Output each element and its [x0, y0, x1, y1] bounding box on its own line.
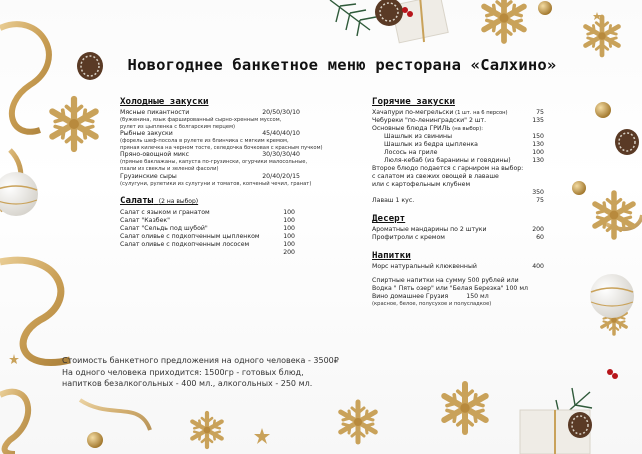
alcohol-line: Спиртные напитки на сумму 500 рублей или — [372, 277, 519, 284]
garnish-line: или с картофельным клубнем — [372, 181, 471, 188]
dessert-section-heading: Десерт — [372, 213, 406, 224]
menu-item: Лаваш 1 кус. 75 — [372, 197, 544, 204]
cold-section-heading: Холодные закуски — [120, 96, 209, 107]
right-column — [372, 98, 544, 308]
menu-item: Рыбные закуски 45/40/40/10 — [120, 130, 300, 138]
price-footer — [62, 355, 339, 390]
menu-item: Ароматные мандарины по 2 штуки 200 — [372, 226, 544, 233]
menu-item: Мясные пикантности 20/50/30/10 — [120, 109, 300, 116]
menu-item: Лосось на гриле 100 — [384, 149, 544, 156]
menu-item-desc: (пряные баклажаны, капуста по-грузински, огурчики малосольные, — [120, 159, 308, 166]
ribbon-top-left — [0, 24, 49, 132]
menu-item: Вино домашнее Грузия 150 мл — [372, 293, 489, 300]
menu-item: Пряно-овощной микс 30/30/30/40 — [120, 151, 300, 159]
menu-item-desc: (форель шеф-посола в рулете из блинчика с мягким кремом, — [120, 138, 289, 145]
menu-item: Шашлык из свинины 150 — [384, 133, 544, 140]
menu-item-desc: рулет из цыпленка с болгарским перцем) — [120, 123, 236, 130]
page-title: Новогоднее банкетное меню ресторана «Салхино» — [127, 56, 557, 74]
menu-item: Морс натуральный клюквенный 400 — [372, 263, 544, 270]
footer-line: напитков безалкогольных - 400 мл., алкогольных - 250 мл. — [62, 379, 313, 388]
garnish-price: 350 — [532, 189, 544, 196]
drinks-section-heading: Напитки — [372, 250, 411, 261]
menu-item: 200 — [283, 249, 295, 257]
grill-list — [372, 133, 544, 165]
ribbon-bottom-left — [0, 260, 70, 362]
alcohol-line: Водка " Пять озер" или "Белая Березка" 100 мл — [372, 285, 528, 292]
menu-item: Салат оливье с подкопченным лососем 100 — [120, 241, 295, 249]
menu-item: Хачапури по-мегрельски (1 шт. на 6 персон) 75 — [372, 109, 544, 116]
wine-note: (красное, белое, полусухое и полусладкое) — [372, 301, 492, 307]
garnish-line: Второе блюдо подается с гарниром на выбор: — [372, 165, 524, 172]
menu-item: Люля-кебаб (из баранины и говядины) 130 — [384, 157, 544, 164]
grill-title: Основные блюда ГРИЛЬ (на выбор): — [372, 125, 483, 132]
menu-item-desc: (сулугуни, рулетики из сулугуни и томатов, копченый чечил, гранат) — [120, 180, 312, 187]
footer-line: Стоимость банкетного предложения на одного человека - 3500₽ — [62, 356, 339, 365]
salads-section-heading: Салаты (2 на выбор) — [120, 195, 199, 207]
menu-item-desc: пхали из свеклы и зеленой фасоли) — [120, 165, 219, 172]
menu-item-desc: (буженина, язык фаршированный сырно-хренным муссом, — [120, 117, 282, 123]
hot-section-heading: Горячие закуски — [372, 96, 455, 107]
menu-item: Грузинские сыры 20/40/20/15 — [120, 172, 300, 180]
menu-item-desc: пряная килечка на черном тосте, селедочка бочковая с красным пучком) — [120, 144, 323, 151]
ornament-ball-icon — [0, 172, 38, 216]
menu-item: Шашлык из бедра цыпленка 130 — [384, 141, 544, 148]
salads-list — [120, 209, 295, 257]
menu-item: Салат "Сельдь под шубой" 100 — [120, 225, 295, 233]
menu-item: Профитроли с кремом 60 — [372, 234, 544, 241]
menu-item: Салат с языком и гранатом 100 — [120, 209, 295, 217]
pinecone-icon — [77, 52, 103, 80]
footer-line: На одного человека приходится: 1500гр - готовых блюд, — [62, 367, 304, 377]
garnish-line: с салатом из свежих овощей в лаваше — [372, 173, 499, 180]
menu-item: Чебуреки "по-ленинградски" 2 шт. 135 — [372, 117, 544, 124]
pine-branch-top — [330, 0, 376, 36]
snowflake-icon — [52, 99, 95, 149]
left-column — [120, 96, 323, 257]
menu-item: Салат "Казбек" 100 — [120, 217, 295, 225]
menu-item: Салат оливье с подкопченным цыпленком 100 — [120, 233, 295, 241]
